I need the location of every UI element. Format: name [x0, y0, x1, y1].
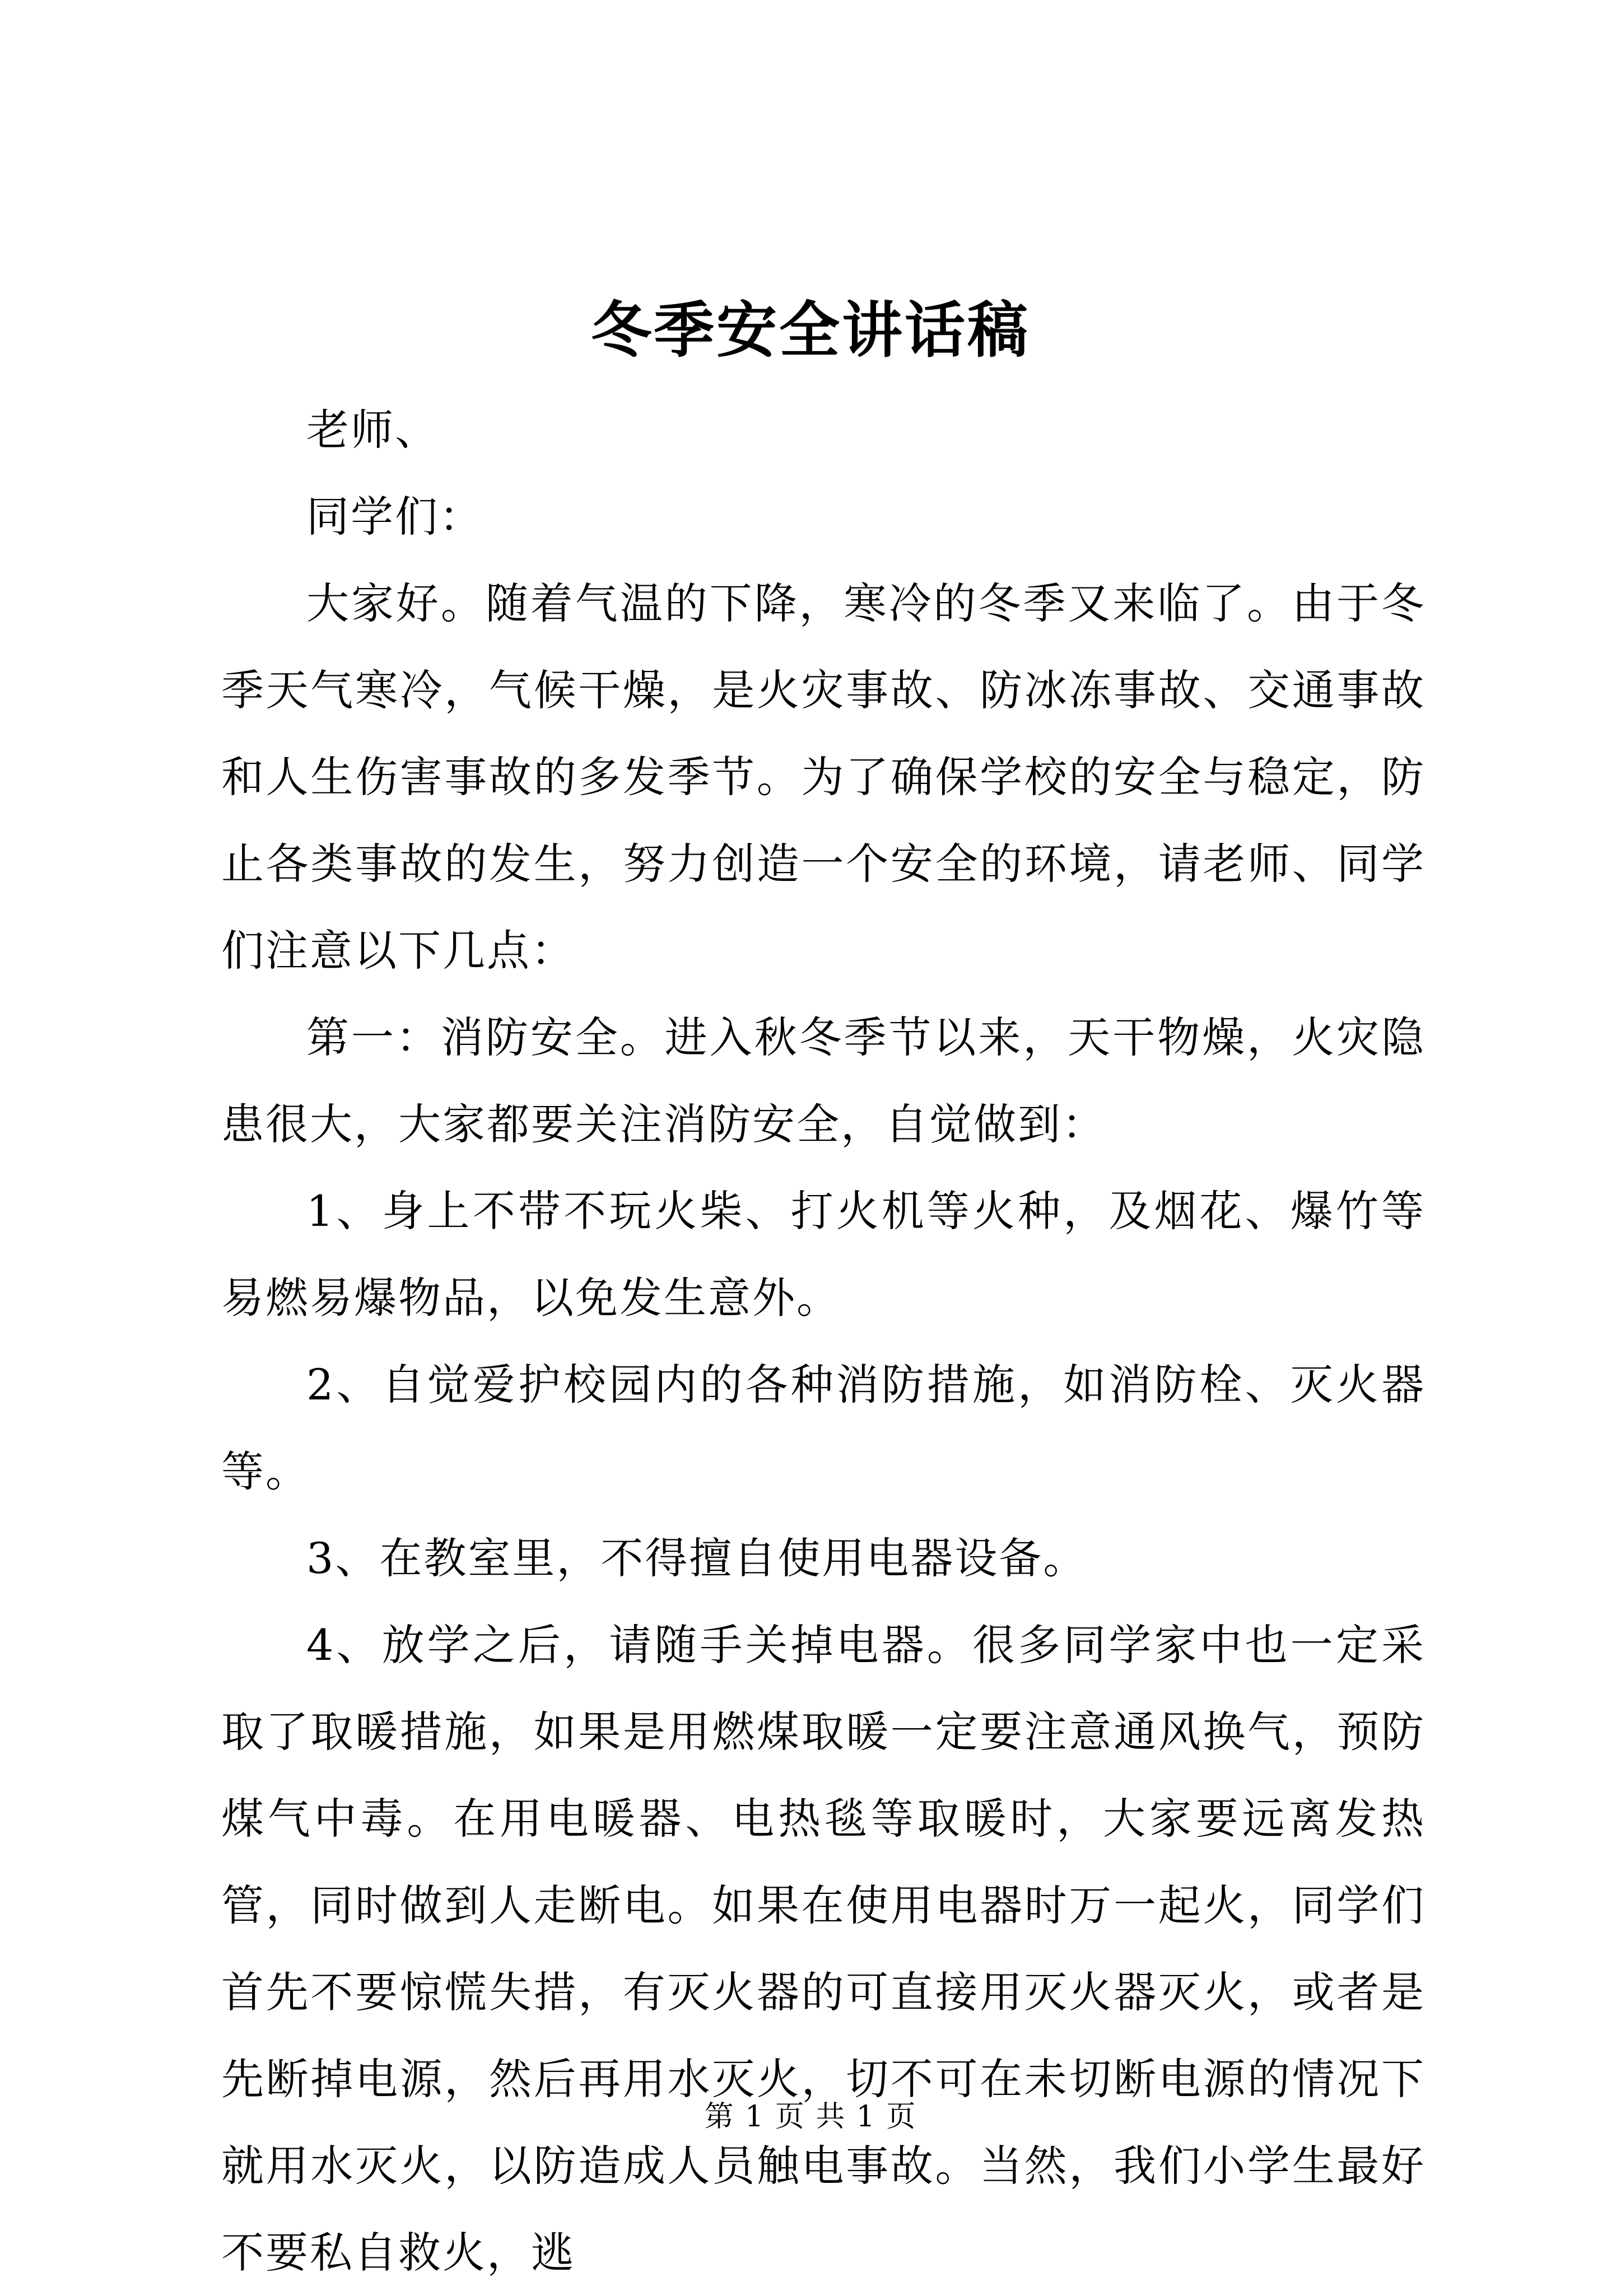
rule-item-1: 1、身上不带不玩火柴、打火机等火种，及烟花、爆竹等易燃易爆物品，以免发生意外。	[221, 1186, 1426, 1323]
salutation-students: 同学们：	[306, 492, 483, 542]
rule-item-4: 4、放学之后，请随手关掉电器。很多同学家中也一定采取了取暖措施，如果是用燃煤取暖一定要注意通风换气，预防煤气中毒。在用电暖器、电热毯等取暖时，大家要远离发热管，同时做到人走断电。如果在使用电器时万一起火，同学们首先不要惊慌失措，有灭火器的可直接用灭火器灭火，或者是先断掉电源，然后再用水灭火，切不可在未切断电源的情况下就用水灭火，以防造成人员触电事故。当然，我们小学生最好不要私自救火，逃	[221, 1620, 1426, 2278]
document-title: 冬季安全讲话稿	[590, 295, 1030, 366]
rule-item-3: 3、在教室里，不得擅自使用电器设备。	[306, 1533, 1088, 1583]
rule-item-2: 2、自觉爱护校园内的各种消防措施，如消防栓、灭火器等。	[221, 1360, 1426, 1496]
intro-paragraph: 大家好。随着气温的下降，寒冷的冬季又来临了。由于冬季天气寒冷，气候干燥，是火灾事故、防冰冻事故、交通事故和人生伤害事故的多发季节。为了确保学校的安全与稳定，防止各类事故的发生，努力创造一个安全的环境，请老师、同学们注意以下几点：	[221, 578, 1426, 976]
document-body	[221, 386, 1426, 2296]
fire-safety-heading-paragraph: 第一：消防安全。进入秋冬季节以来，天干物燥，火灾隐患很大，大家都要关注消防安全，自觉做到：	[221, 1012, 1426, 1149]
page-number-footer: 第 1 页 共 1 页	[704, 2100, 917, 2134]
salutation-teachers: 老师、	[306, 405, 439, 455]
